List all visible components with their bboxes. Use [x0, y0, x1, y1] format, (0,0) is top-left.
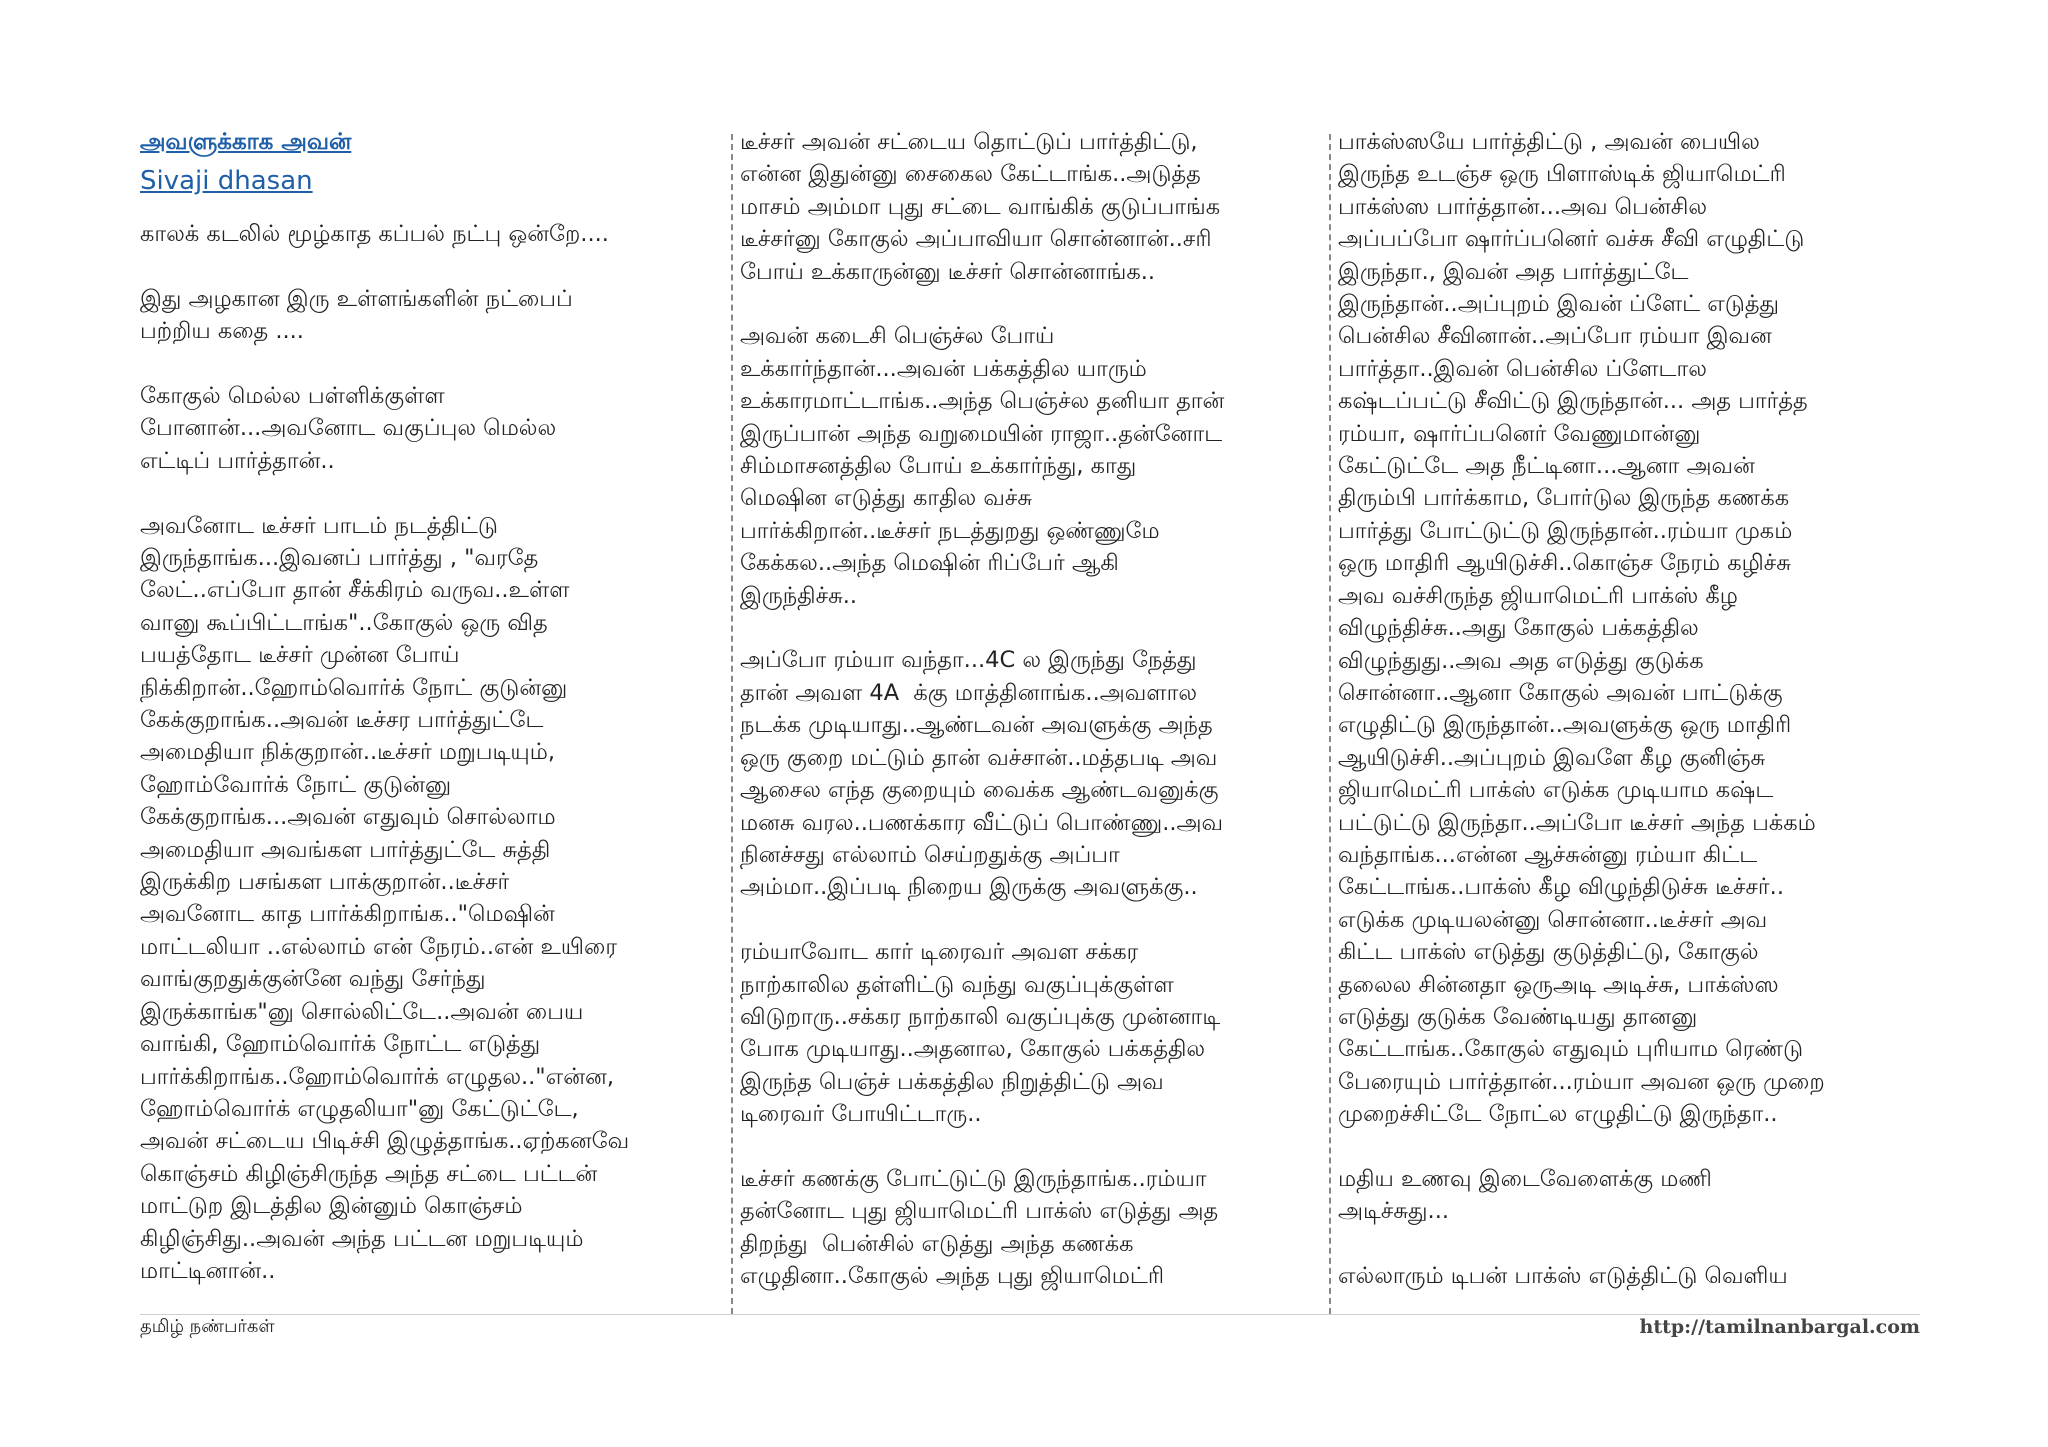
text-line: ரம்யா, ஷார்ப்பனெர் வேணுமான்னு	[1338, 420, 1701, 447]
text-line: மதிய உணவு இடைவேளைக்கு மணி	[1338, 1165, 1712, 1192]
text-line: கேக்குறாங்க...அவன் எதுவும் சொல்லாம	[140, 804, 556, 831]
text-line: அம்மா..இப்படி நிறைய இருக்கு அவளுக்கு..	[740, 874, 1198, 901]
text-line: அடிச்சுது...	[1338, 1198, 1450, 1225]
text-line: ஹோம்வோர்க் நோட் குடுன்னு	[140, 771, 452, 798]
text-line: விழுந்திச்சு..அது கோகுல் பக்கத்தில	[1338, 615, 1699, 642]
text-line: தன்னோட புது ஜியாமெட்ரி பாக்ஸ் எடுத்து அத	[740, 1198, 1219, 1225]
text-line: மனசு வரல..பணக்கார வீட்டுப் பொண்ணு..அவ	[740, 809, 1224, 836]
text-line: கிழிஞ்சிது..அவன் அந்த பட்டன மறுபடியும்	[140, 1225, 584, 1252]
story-title-link[interactable]: அவளுக்காக அவன்	[140, 129, 352, 155]
text-line: எழுதிட்டு இருந்தான்..அவளுக்கு ஒரு மாதிரி	[1338, 712, 1792, 739]
text-line: உக்காரமாட்டாங்க..அந்த பெஞ்ச்ல தனியா தான்	[740, 388, 1225, 415]
text-line: கஷ்டப்பட்டு சீவிட்டு இருந்தான்... அத பார்த்த	[1338, 388, 1808, 415]
text-line: பார்த்து போட்டுட்டு இருந்தான்..ரம்யா முகம்	[1338, 517, 1793, 544]
text-line: மாட்டுற இடத்தில இன்னும் கொஞ்சம்	[140, 1193, 523, 1220]
text-column-1	[140, 126, 722, 1314]
paragraph-gap	[740, 904, 1322, 936]
text-line: விழுந்துது..அவ அத எடுத்து குடுக்க	[1338, 647, 1704, 674]
text-line: நிக்கிறான்..ஹோம்வொர்க் நோட் குடுன்னு	[140, 674, 568, 701]
author-link[interactable]: Sivaji dhasan	[140, 166, 313, 196]
paragraph-gap	[140, 250, 722, 282]
text-line: அப்பப்போ ஷார்ப்பனெர் வச்சு சீவி எழுதிட்டு	[1338, 226, 1805, 253]
text-line: உக்கார்ந்தான்...அவன் பக்கத்தில யாரும்	[740, 355, 1147, 382]
text-line: பார்க்கிறான்..டீச்சர் நடத்துறது ஒண்ணுமே	[740, 517, 1160, 544]
text-line: எடுத்து குடுக்க வேண்டியது தானனு	[1338, 1003, 1698, 1030]
text-line: பார்த்தா..இவன் பென்சில ப்ளேடால	[1338, 355, 1707, 382]
column-3-lines	[1338, 126, 1920, 1293]
paragraph-gap	[140, 348, 722, 380]
text-line: போனான்...அவனோட வகுப்புல மெல்ல	[140, 415, 557, 442]
text-line: போக முடியாது..அதனால, கோகுல் பக்கத்தில	[740, 1036, 1206, 1063]
text-line: டீச்சர்னு கோகுல் அப்பாவியா சொன்னான்..சரி	[740, 226, 1212, 253]
text-line: எடுக்க முடியலன்னு சொன்னா..டீச்சர் அவ	[1338, 906, 1768, 933]
text-line: ஆயிடுச்சி..அப்புறம் இவளே கீழ குனிஞ்சு	[1338, 744, 1766, 771]
text-line: நடக்க முடியாது..ஆண்டவன் அவளுக்கு அந்த	[740, 712, 1213, 739]
text-line: நினச்சது எல்லாம் செய்றதுக்கு அப்பா	[740, 841, 1120, 868]
footer-site-name: தமிழ் நண்பர்கள்	[140, 1316, 275, 1337]
text-line: ரம்யாவோட கார் டிரைவர் அவள சக்கர	[740, 939, 1139, 966]
text-line: அப்போ ரம்யா வந்தா...4C ல இருந்து நேத்து	[740, 647, 1197, 674]
text-line: டிரைவர் போயிட்டாரு..	[740, 1101, 982, 1128]
text-line: பற்றிய கதை ....	[140, 318, 304, 345]
text-line: லேட்..எப்போ தான் சீக்கிரம் வருவ..உள்ள	[140, 577, 570, 604]
text-line: இது அழகான இரு உள்ளங்களின் நட்பைப்	[140, 285, 573, 312]
text-line: டீச்சர் கணக்கு போட்டுட்டு இருந்தாங்க..ரம்யா	[740, 1165, 1207, 1192]
text-line: சிம்மாசனத்தில போய் உக்கார்ந்து, காது	[740, 453, 1137, 480]
text-line: வாங்கி, ஹோம்வொர்க் நோட்ட எடுத்து	[140, 1031, 541, 1058]
text-line: அமைதியா அவங்கள பார்த்துட்டே சுத்தி	[140, 836, 551, 863]
paragraph-gap	[140, 477, 722, 509]
text-line: கோகுல் மெல்ல பள்ளிக்குள்ள	[140, 383, 445, 409]
text-line: ஒரு குறை மட்டும் தான் வச்சான்..மத்தபடி அவ	[740, 744, 1218, 771]
text-line: அமைதியா நிக்குறான்..டீச்சர் மறுபடியும்,	[140, 739, 555, 766]
text-line: இருந்த பெஞ்ச் பக்கத்தில நிறுத்திட்டு அவ	[740, 1068, 1164, 1095]
text-line: இருக்காங்க"னு சொல்லிட்டே..அவன் பைய	[140, 998, 584, 1025]
text-line: என்ன இதுன்னு சைகைல கேட்டாங்க..அடுத்த	[740, 161, 1201, 188]
text-line: பாக்ஸ்ஸ பார்த்தான்...அவ பென்சில	[1338, 193, 1708, 220]
text-line: இருக்கிற பசங்கள பாக்குறான்..டீச்சர்	[140, 869, 510, 896]
text-line: முறைச்சிட்டே நோட்ல எழுதிட்டு இருந்தா..	[1338, 1101, 1778, 1128]
text-line: கேக்குறாங்க..அவன் டீச்சர பார்த்துட்டே	[140, 707, 544, 734]
text-line: சொன்னா..ஆனா கோகுல் அவன் பாட்டுக்கு	[1338, 679, 1783, 706]
text-line: பட்டுட்டு இருந்தா..அப்போ டீச்சர் அந்த பக்கம்	[1338, 809, 1816, 836]
text-line: தான் அவள 4A க்கு மாத்தினாங்க..அவளால	[740, 679, 1197, 706]
text-column-2	[740, 126, 1322, 1314]
text-line: கிட்ட பாக்ஸ் எடுத்து குடுத்திட்டு, கோகுல்	[1338, 939, 1759, 966]
paragraph-gap	[1338, 1131, 1920, 1163]
text-line: இருந்தான்..அப்புறம் இவன் ப்ளேட் எடுத்து	[1338, 291, 1780, 318]
text-line: ஜியாமெட்ரி பாக்ஸ் எடுக்க முடியாம கஷ்ட	[1338, 777, 1774, 804]
text-line: மாட்டினான்..	[140, 1257, 276, 1284]
text-line: எழுதினா..கோகுல் அந்த புது ஜியாமெட்ரி	[740, 1263, 1165, 1290]
text-line: கொஞ்சம் கிழிஞ்சிருந்த அந்த சட்டை பட்டன்	[140, 1160, 598, 1187]
text-line: வானு கூப்பிட்டாங்க"..கோகுல் ஒரு வித	[140, 609, 548, 636]
paragraph-gap	[1338, 1228, 1920, 1260]
column-divider-2	[1329, 134, 1331, 1314]
text-line: மாசம் அம்மா புது சட்டை வாங்கிக் குடுப்பாங்க	[740, 193, 1221, 220]
text-line: கேட்டாங்க..கோகுல் எதுவும் புரியாம ரெண்டு	[1338, 1036, 1804, 1063]
text-line: போய் உக்காருன்னு டீச்சர் சொன்னாங்க..	[740, 258, 1156, 285]
text-line: இருந்தா., இவன் அத பார்த்துட்டே	[1338, 258, 1689, 285]
text-line: கேக்கல..அந்த மெஷின் ரிப்பேர் ஆகி	[740, 550, 1119, 577]
text-line: மாட்டலியா ..எல்லாம் என் நேரம்..என் உயிரை	[140, 933, 617, 960]
text-line: விடுறாரு..சக்கர நாற்காலி வகுப்புக்கு முன்னாடி	[740, 1003, 1221, 1030]
text-line: அவனோட டீச்சர் பாடம் நடத்திட்டு	[140, 512, 498, 539]
text-line: இருப்பான் அந்த வறுமையின் ராஜா..தன்னோட	[740, 420, 1223, 447]
text-line: பயத்தோட டீச்சர் முன்ன போய்	[140, 642, 460, 669]
paragraph-gap	[740, 612, 1322, 644]
text-line: இருந்தாங்க...இவனப் பார்த்து , "வரதே	[140, 545, 539, 572]
text-line: பேரையும் பார்த்தான்...ரம்யா அவன ஒரு முறை	[1338, 1068, 1825, 1095]
text-line: நாற்காலில தள்ளிட்டு வந்து வகுப்புக்குள்ள	[740, 971, 1174, 998]
text-line: எட்டிப் பார்த்தான்..	[140, 447, 335, 474]
text-line: டீச்சர் அவன் சட்டைய தொட்டுப் பார்த்திட்டு,	[740, 129, 1198, 155]
text-line: பார்க்கிறாங்க..ஹோம்வொர்க் எழுதல.."என்ன,	[140, 1063, 614, 1090]
text-line: ஹோம்வொர்க் எழுதலியா"னு கேட்டுட்டே,	[140, 1095, 579, 1122]
text-line: காலக் கடலில் மூழ்காத கப்பல் நட்பு ஒன்றே....	[140, 221, 609, 247]
paragraph-gap	[740, 288, 1322, 320]
text-line: ஆசைல எந்த குறையும் வைக்க ஆண்டவனுக்கு	[740, 777, 1219, 804]
column-1-lines	[140, 218, 722, 1287]
footer-url[interactable]: http://tamilnanbargal.com	[1639, 1316, 1920, 1338]
text-line: அவன் கடைசி பெஞ்ச்ல போய்	[740, 323, 1055, 350]
text-line: மெஷின எடுத்து காதில வச்சு	[740, 485, 1033, 512]
text-line: திறந்து பென்சில் எடுத்து அந்த கணக்க	[740, 1230, 1134, 1257]
text-line: இருந்திச்சு..	[740, 582, 858, 609]
text-line: திரும்பி பார்க்காம, போர்டுல இருந்த கணக்க	[1338, 485, 1790, 512]
text-line: வந்தாங்க...என்ன ஆச்சுன்னு ரம்யா கிட்ட	[1338, 841, 1758, 868]
text-line: பென்சில சீவினான்..அப்போ ரம்யா இவன	[1338, 323, 1772, 350]
text-line: ஒரு மாதிரி ஆயிடுச்சி..கொஞ்ச நேரம் கழிச்சு	[1338, 550, 1791, 577]
column-2-lines	[740, 126, 1322, 1293]
text-line: அவ வச்சிருந்த ஜியாமெட்ரி பாக்ஸ் கீழ	[1338, 582, 1738, 609]
text-line: பாக்ஸ்ஸயே பார்த்திட்டு , அவன் பையில	[1338, 129, 1760, 155]
paragraph-gap	[740, 1131, 1322, 1163]
column-divider-1	[731, 134, 733, 1314]
text-line: வாங்குறதுக்குன்னே வந்து சேர்ந்து	[140, 966, 486, 993]
text-line: கேட்டாங்க..பாக்ஸ் கீழ விழுந்திடுச்சு டீச்சர்..	[1338, 874, 1784, 901]
text-line: கேட்டுட்டே அத நீட்டினா...ஆனா அவன்	[1338, 453, 1755, 480]
text-line: அவனோட காத பார்க்கிறாங்க.."மெஷின்	[140, 901, 555, 928]
text-line: தலைல சின்னதா ஒருஅடி அடிச்சு, பாக்ஸ்ஸ	[1338, 971, 1779, 998]
text-line: இருந்த உடஞ்ச ஒரு பிளாஸ்டிக் ஜியாமெட்ரி	[1338, 161, 1786, 188]
text-line: எல்லாரும் டிபன் பாக்ஸ் எடுத்திட்டு வெளிய	[1338, 1263, 1788, 1290]
text-line: அவன் சட்டைய பிடிச்சி இழுத்தாங்க..ஏற்கனவே	[140, 1128, 630, 1155]
text-column-3	[1338, 126, 1920, 1314]
